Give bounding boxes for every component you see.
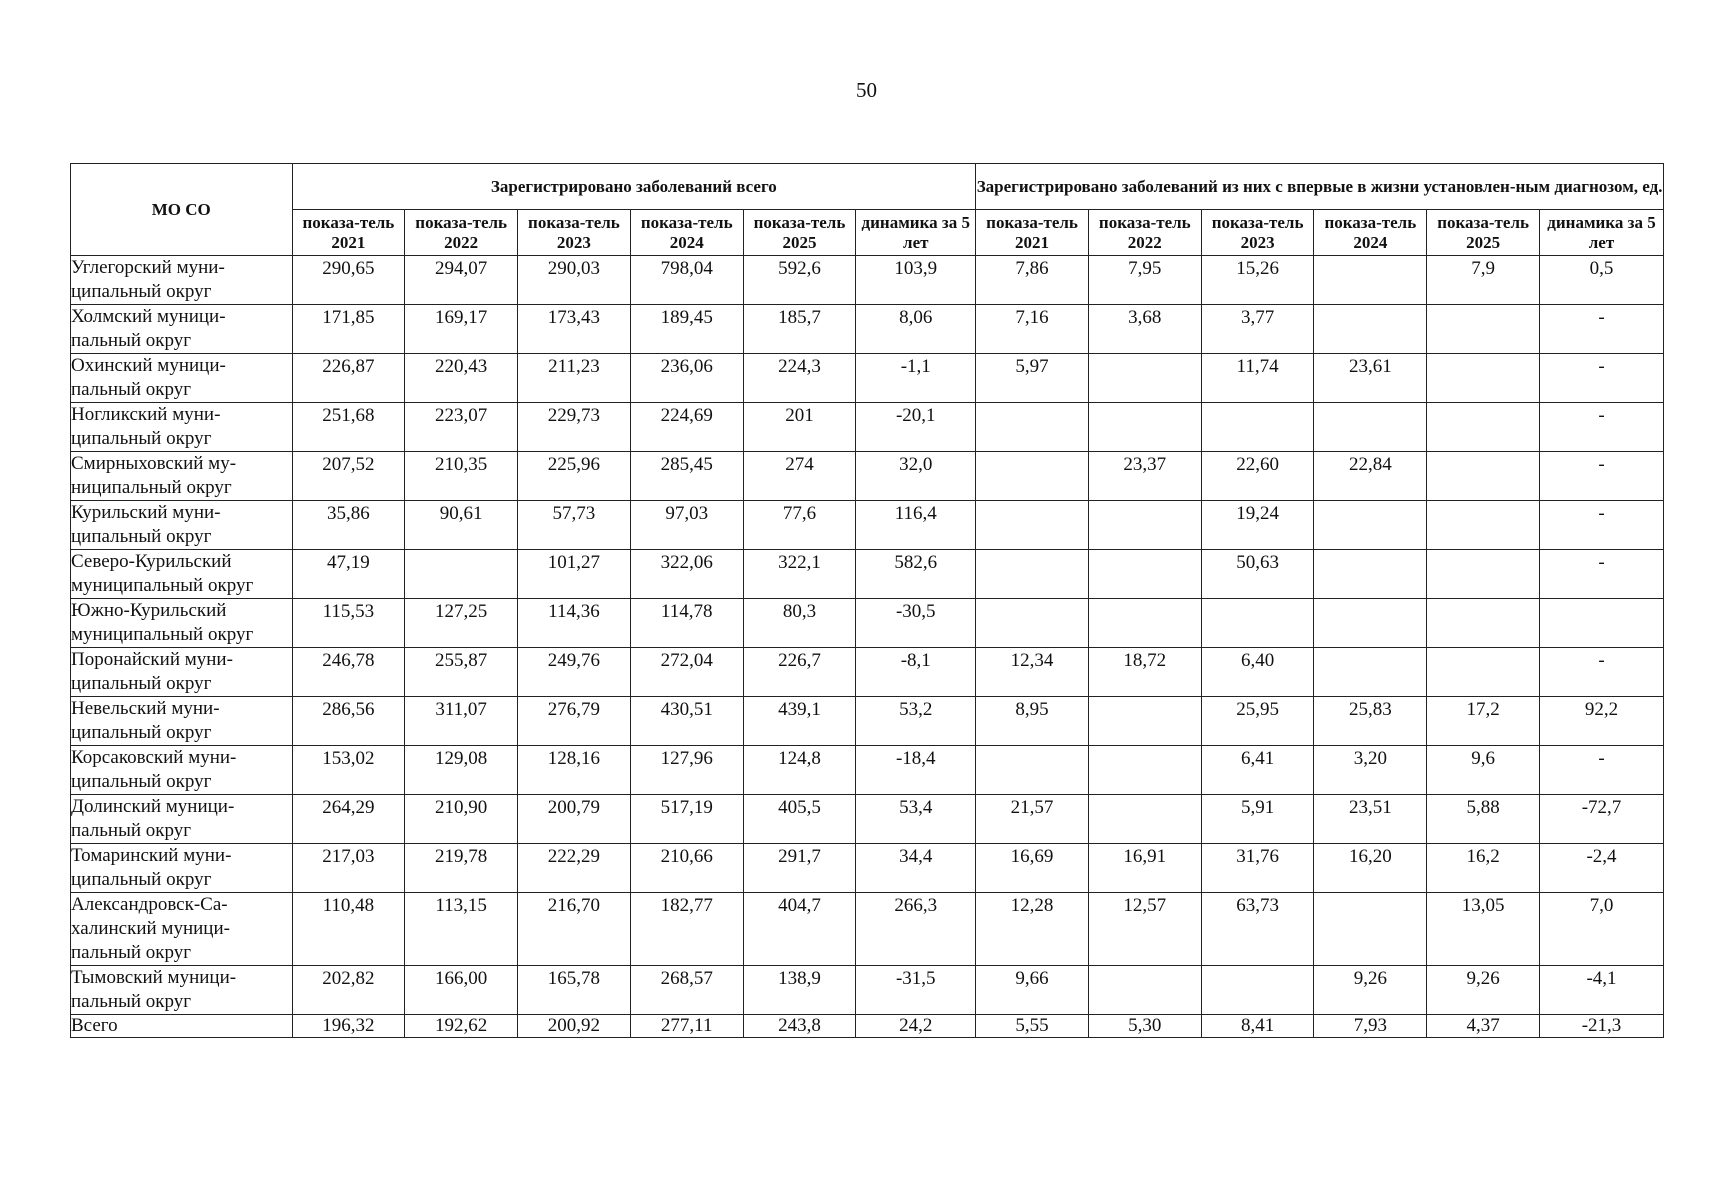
value-cell: 5,30 bbox=[1088, 1015, 1201, 1038]
value-cell: 127,96 bbox=[630, 746, 743, 795]
value-cell: 276,79 bbox=[518, 697, 631, 746]
value-cell: 13,05 bbox=[1427, 893, 1540, 966]
subheader: показа-тель 2022 bbox=[405, 210, 518, 256]
municipality-name: Александровск-Са-халинский муници-пальный округ bbox=[71, 893, 293, 966]
value-cell bbox=[1201, 599, 1314, 648]
value-cell: 16,69 bbox=[976, 844, 1089, 893]
value-cell bbox=[1088, 403, 1201, 452]
value-cell: 9,26 bbox=[1314, 966, 1427, 1015]
value-cell bbox=[1088, 501, 1201, 550]
page-number: 50 bbox=[856, 78, 877, 102]
value-cell bbox=[976, 501, 1089, 550]
value-cell: 19,24 bbox=[1201, 501, 1314, 550]
value-cell: 114,78 bbox=[630, 599, 743, 648]
value-cell: 92,2 bbox=[1539, 697, 1663, 746]
value-cell: 322,06 bbox=[630, 550, 743, 599]
value-cell: 25,83 bbox=[1314, 697, 1427, 746]
value-cell: -31,5 bbox=[856, 966, 976, 1015]
value-cell: 219,78 bbox=[405, 844, 518, 893]
value-cell: 127,25 bbox=[405, 599, 518, 648]
value-cell: 22,60 bbox=[1201, 452, 1314, 501]
value-cell: 129,08 bbox=[405, 746, 518, 795]
header-group-first-time: Зарегистрировано заболеваний из них с впервые в жизни установлен-ным диагнозом, ед. bbox=[976, 164, 1664, 210]
value-cell: 166,00 bbox=[405, 966, 518, 1015]
municipality-name: Курильский муни-ципальный округ bbox=[71, 501, 293, 550]
value-cell bbox=[1314, 550, 1427, 599]
value-cell: 7,93 bbox=[1314, 1015, 1427, 1038]
value-cell: 23,61 bbox=[1314, 354, 1427, 403]
value-cell bbox=[1427, 599, 1540, 648]
header-group-total: Зарегистрировано заболеваний всего bbox=[292, 164, 976, 210]
value-cell bbox=[1314, 501, 1427, 550]
value-cell: 517,19 bbox=[630, 795, 743, 844]
value-cell: 32,0 bbox=[856, 452, 976, 501]
table-row bbox=[71, 354, 1664, 403]
table-row bbox=[71, 648, 1664, 697]
value-cell bbox=[1427, 452, 1540, 501]
value-cell: 7,16 bbox=[976, 305, 1089, 354]
value-cell: 5,88 bbox=[1427, 795, 1540, 844]
value-cell: 277,11 bbox=[630, 1015, 743, 1038]
municipality-name: Смирныховский му-ниципальный округ bbox=[71, 452, 293, 501]
value-cell: 290,03 bbox=[518, 256, 631, 305]
value-cell: 110,48 bbox=[292, 893, 405, 966]
value-cell bbox=[976, 452, 1089, 501]
value-cell: 229,73 bbox=[518, 403, 631, 452]
value-cell: 182,77 bbox=[630, 893, 743, 966]
value-cell: 224,3 bbox=[743, 354, 856, 403]
value-cell: - bbox=[1539, 452, 1663, 501]
value-cell: 171,85 bbox=[292, 305, 405, 354]
value-cell: 173,43 bbox=[518, 305, 631, 354]
value-cell bbox=[1088, 354, 1201, 403]
municipality-name: Углегорский муни-ципальный округ bbox=[71, 256, 293, 305]
value-cell: 210,90 bbox=[405, 795, 518, 844]
value-cell: 246,78 bbox=[292, 648, 405, 697]
value-cell: 165,78 bbox=[518, 966, 631, 1015]
value-cell: 224,69 bbox=[630, 403, 743, 452]
value-cell: 8,06 bbox=[856, 305, 976, 354]
table-row bbox=[71, 697, 1664, 746]
value-cell: 226,87 bbox=[292, 354, 405, 403]
value-cell: 12,57 bbox=[1088, 893, 1201, 966]
value-cell: 5,97 bbox=[976, 354, 1089, 403]
value-cell: 22,84 bbox=[1314, 452, 1427, 501]
value-cell: 47,19 bbox=[292, 550, 405, 599]
municipality-name: Томаринский муни-ципальный округ bbox=[71, 844, 293, 893]
value-cell: -4,1 bbox=[1539, 966, 1663, 1015]
value-cell: 211,23 bbox=[518, 354, 631, 403]
value-cell: 286,56 bbox=[292, 697, 405, 746]
table-row bbox=[71, 893, 1664, 966]
table-total-row bbox=[71, 1015, 1664, 1038]
municipality-name: Всего bbox=[71, 1015, 293, 1038]
table-row bbox=[71, 599, 1664, 648]
value-cell: 189,45 bbox=[630, 305, 743, 354]
value-cell: 16,91 bbox=[1088, 844, 1201, 893]
value-cell: 8,41 bbox=[1201, 1015, 1314, 1038]
value-cell: 196,32 bbox=[292, 1015, 405, 1038]
value-cell bbox=[1201, 403, 1314, 452]
value-cell: 217,03 bbox=[292, 844, 405, 893]
value-cell: - bbox=[1539, 354, 1663, 403]
value-cell: 15,26 bbox=[1201, 256, 1314, 305]
municipality-name: Охинский муници-пальный округ bbox=[71, 354, 293, 403]
value-cell: 285,45 bbox=[630, 452, 743, 501]
value-cell: 7,9 bbox=[1427, 256, 1540, 305]
value-cell bbox=[976, 550, 1089, 599]
subheader: показа-тель 2025 bbox=[1427, 210, 1540, 256]
value-cell: 290,65 bbox=[292, 256, 405, 305]
value-cell: 255,87 bbox=[405, 648, 518, 697]
value-cell: 216,70 bbox=[518, 893, 631, 966]
value-cell: 226,7 bbox=[743, 648, 856, 697]
value-cell: 268,57 bbox=[630, 966, 743, 1015]
value-cell bbox=[405, 550, 518, 599]
value-cell: 8,95 bbox=[976, 697, 1089, 746]
value-cell: 9,66 bbox=[976, 966, 1089, 1015]
value-cell: -72,7 bbox=[1539, 795, 1663, 844]
municipality-name: Холмский муници-пальный округ bbox=[71, 305, 293, 354]
value-cell: 322,1 bbox=[743, 550, 856, 599]
municipality-name: Тымовский муници-пальный округ bbox=[71, 966, 293, 1015]
subheader: показа-тель 2025 bbox=[743, 210, 856, 256]
value-cell bbox=[1314, 893, 1427, 966]
value-cell: 25,95 bbox=[1201, 697, 1314, 746]
municipality-name: Южно-Курильский муниципальный округ bbox=[71, 599, 293, 648]
value-cell: 128,16 bbox=[518, 746, 631, 795]
value-cell: - bbox=[1539, 305, 1663, 354]
table-row bbox=[71, 501, 1664, 550]
value-cell: 18,72 bbox=[1088, 648, 1201, 697]
value-cell bbox=[976, 403, 1089, 452]
value-cell: 53,2 bbox=[856, 697, 976, 746]
municipality-name: Поронайский муни-ципальный округ bbox=[71, 648, 293, 697]
value-cell: 225,96 bbox=[518, 452, 631, 501]
value-cell: 592,6 bbox=[743, 256, 856, 305]
subheader: показа-тель 2024 bbox=[1314, 210, 1427, 256]
value-cell: 200,92 bbox=[518, 1015, 631, 1038]
value-cell: 113,15 bbox=[405, 893, 518, 966]
value-cell bbox=[1427, 403, 1540, 452]
value-cell: -20,1 bbox=[856, 403, 976, 452]
value-cell: 9,6 bbox=[1427, 746, 1540, 795]
value-cell: 24,2 bbox=[856, 1015, 976, 1038]
value-cell: 90,61 bbox=[405, 501, 518, 550]
value-cell bbox=[1088, 550, 1201, 599]
value-cell: -2,4 bbox=[1539, 844, 1663, 893]
value-cell bbox=[1201, 966, 1314, 1015]
value-cell: 77,6 bbox=[743, 501, 856, 550]
value-cell: 114,36 bbox=[518, 599, 631, 648]
value-cell: 5,55 bbox=[976, 1015, 1089, 1038]
table-row bbox=[71, 966, 1664, 1015]
subheader: показа-тель 2021 bbox=[292, 210, 405, 256]
subheader: показа-тель 2021 bbox=[976, 210, 1089, 256]
value-cell: 23,51 bbox=[1314, 795, 1427, 844]
disease-registration-table bbox=[70, 163, 1664, 1038]
subheader: динамика за 5 лет bbox=[856, 210, 976, 256]
value-cell: 97,03 bbox=[630, 501, 743, 550]
table-row bbox=[71, 403, 1664, 452]
value-cell: 12,34 bbox=[976, 648, 1089, 697]
value-cell: 264,29 bbox=[292, 795, 405, 844]
value-cell: 3,68 bbox=[1088, 305, 1201, 354]
value-cell: 405,5 bbox=[743, 795, 856, 844]
value-cell: 266,3 bbox=[856, 893, 976, 966]
value-cell: 272,04 bbox=[630, 648, 743, 697]
value-cell: - bbox=[1539, 501, 1663, 550]
value-cell: 4,37 bbox=[1427, 1015, 1540, 1038]
value-cell: 7,95 bbox=[1088, 256, 1201, 305]
table-row bbox=[71, 452, 1664, 501]
value-cell: 138,9 bbox=[743, 966, 856, 1015]
value-cell: 798,04 bbox=[630, 256, 743, 305]
table-row bbox=[71, 256, 1664, 305]
value-cell: -18,4 bbox=[856, 746, 976, 795]
value-cell bbox=[1314, 256, 1427, 305]
subheader: показа-тель 2024 bbox=[630, 210, 743, 256]
value-cell: 115,53 bbox=[292, 599, 405, 648]
value-cell: 16,20 bbox=[1314, 844, 1427, 893]
value-cell: 34,4 bbox=[856, 844, 976, 893]
value-cell: -1,1 bbox=[856, 354, 976, 403]
value-cell: 236,06 bbox=[630, 354, 743, 403]
value-cell bbox=[1088, 746, 1201, 795]
value-cell: 16,2 bbox=[1427, 844, 1540, 893]
value-cell: -30,5 bbox=[856, 599, 976, 648]
value-cell: 200,79 bbox=[518, 795, 631, 844]
value-cell: - bbox=[1539, 550, 1663, 599]
municipality-name: Долинский муници-пальный округ bbox=[71, 795, 293, 844]
value-cell bbox=[1088, 795, 1201, 844]
value-cell: 116,4 bbox=[856, 501, 976, 550]
value-cell: 201 bbox=[743, 403, 856, 452]
value-cell: 185,7 bbox=[743, 305, 856, 354]
value-cell: 582,6 bbox=[856, 550, 976, 599]
value-cell: 6,40 bbox=[1201, 648, 1314, 697]
value-cell: 210,35 bbox=[405, 452, 518, 501]
value-cell: 124,8 bbox=[743, 746, 856, 795]
value-cell: 153,02 bbox=[292, 746, 405, 795]
value-cell: 3,20 bbox=[1314, 746, 1427, 795]
value-cell: 439,1 bbox=[743, 697, 856, 746]
value-cell: 21,57 bbox=[976, 795, 1089, 844]
value-cell bbox=[1088, 966, 1201, 1015]
value-cell bbox=[1427, 648, 1540, 697]
table-row bbox=[71, 795, 1664, 844]
value-cell: 192,62 bbox=[405, 1015, 518, 1038]
value-cell: 0,5 bbox=[1539, 256, 1663, 305]
value-cell bbox=[1314, 305, 1427, 354]
value-cell bbox=[976, 746, 1089, 795]
value-cell: 274 bbox=[743, 452, 856, 501]
table-row bbox=[71, 746, 1664, 795]
value-cell: 311,07 bbox=[405, 697, 518, 746]
value-cell: - bbox=[1539, 403, 1663, 452]
value-cell bbox=[1427, 501, 1540, 550]
value-cell: 222,29 bbox=[518, 844, 631, 893]
value-cell: 294,07 bbox=[405, 256, 518, 305]
value-cell bbox=[1427, 550, 1540, 599]
municipality-name: Корсаковский муни-ципальный округ bbox=[71, 746, 293, 795]
value-cell: 57,73 bbox=[518, 501, 631, 550]
value-cell: 50,63 bbox=[1201, 550, 1314, 599]
value-cell: 223,07 bbox=[405, 403, 518, 452]
value-cell: - bbox=[1539, 648, 1663, 697]
header-mo-co: МО СО bbox=[71, 164, 293, 256]
table-row bbox=[71, 844, 1664, 893]
value-cell bbox=[1314, 648, 1427, 697]
municipality-name: Ногликский муни-ципальный округ bbox=[71, 403, 293, 452]
value-cell bbox=[1539, 599, 1663, 648]
value-cell: 291,7 bbox=[743, 844, 856, 893]
subheader: показа-тель 2023 bbox=[518, 210, 631, 256]
value-cell: 7,86 bbox=[976, 256, 1089, 305]
value-cell: 103,9 bbox=[856, 256, 976, 305]
table-body bbox=[71, 256, 1664, 1038]
value-cell: 35,86 bbox=[292, 501, 405, 550]
value-cell: 3,77 bbox=[1201, 305, 1314, 354]
municipality-name: Северо-Курильский муниципальный округ bbox=[71, 550, 293, 599]
value-cell: 249,76 bbox=[518, 648, 631, 697]
value-cell: 63,73 bbox=[1201, 893, 1314, 966]
value-cell: 210,66 bbox=[630, 844, 743, 893]
municipality-name: Невельский муни-ципальный округ bbox=[71, 697, 293, 746]
table-row bbox=[71, 550, 1664, 599]
value-cell: 202,82 bbox=[292, 966, 405, 1015]
subheader: динамика за 5 лет bbox=[1539, 210, 1663, 256]
value-cell: 207,52 bbox=[292, 452, 405, 501]
value-cell: 17,2 bbox=[1427, 697, 1540, 746]
value-cell: 169,17 bbox=[405, 305, 518, 354]
subheader: показа-тель 2023 bbox=[1201, 210, 1314, 256]
value-cell bbox=[1088, 697, 1201, 746]
value-cell: 31,76 bbox=[1201, 844, 1314, 893]
value-cell: 11,74 bbox=[1201, 354, 1314, 403]
value-cell: -21,3 bbox=[1539, 1015, 1663, 1038]
value-cell: 12,28 bbox=[976, 893, 1089, 966]
value-cell: 220,43 bbox=[405, 354, 518, 403]
value-cell: - bbox=[1539, 746, 1663, 795]
value-cell: 5,91 bbox=[1201, 795, 1314, 844]
value-cell bbox=[1314, 599, 1427, 648]
value-cell bbox=[1427, 305, 1540, 354]
value-cell: 80,3 bbox=[743, 599, 856, 648]
value-cell: 243,8 bbox=[743, 1015, 856, 1038]
value-cell: 9,26 bbox=[1427, 966, 1540, 1015]
value-cell: 404,7 bbox=[743, 893, 856, 966]
table-row bbox=[71, 305, 1664, 354]
value-cell: -8,1 bbox=[856, 648, 976, 697]
value-cell bbox=[1427, 354, 1540, 403]
value-cell: 23,37 bbox=[1088, 452, 1201, 501]
value-cell: 430,51 bbox=[630, 697, 743, 746]
value-cell: 53,4 bbox=[856, 795, 976, 844]
value-cell: 7,0 bbox=[1539, 893, 1663, 966]
value-cell bbox=[1314, 403, 1427, 452]
value-cell: 101,27 bbox=[518, 550, 631, 599]
subheader: показа-тель 2022 bbox=[1088, 210, 1201, 256]
value-cell bbox=[1088, 599, 1201, 648]
value-cell bbox=[976, 599, 1089, 648]
value-cell: 6,41 bbox=[1201, 746, 1314, 795]
value-cell: 251,68 bbox=[292, 403, 405, 452]
